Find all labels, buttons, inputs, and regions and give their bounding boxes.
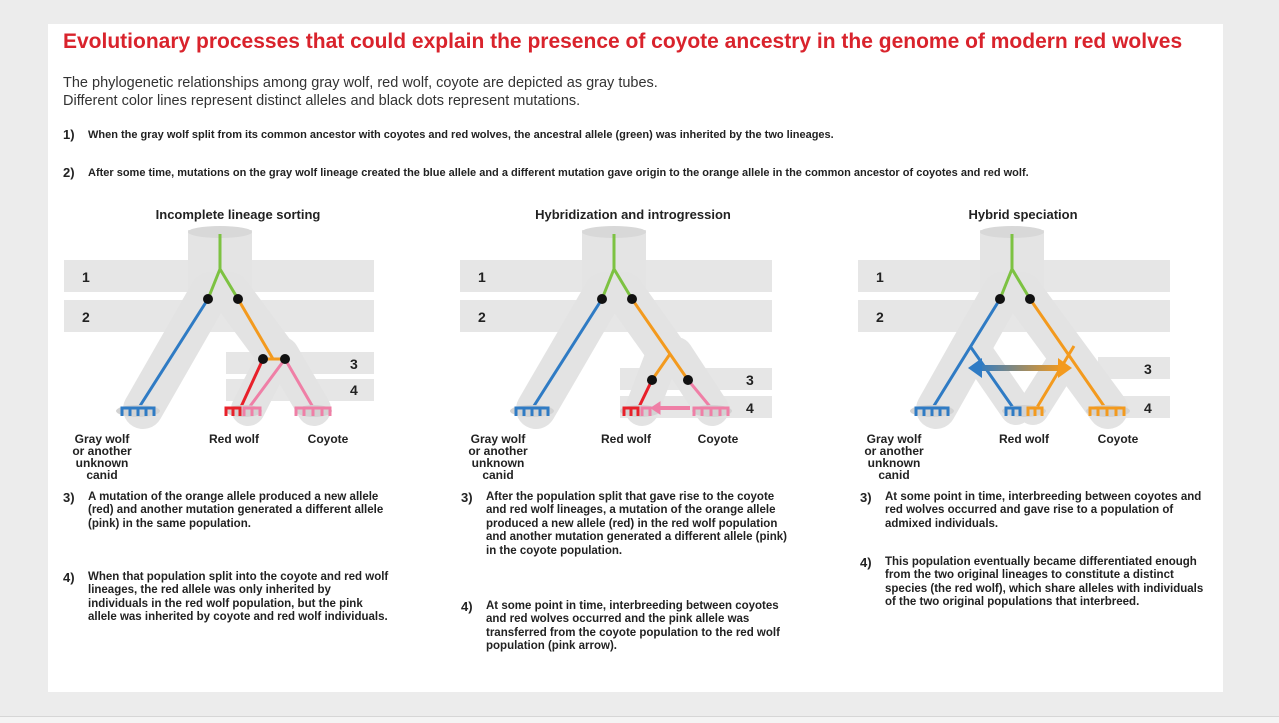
panel-2-title: Hybridization and introgression: [535, 207, 731, 222]
panel-2-note-4-text: At some point in time, interbreeding between coyotes and red wolves occurred and the pink allele was transferred from the coyote population to the red wolf population (pink arrow).: [486, 600, 780, 653]
panel-2-stage-label-4: 4: [746, 400, 754, 416]
panel-2-note-4: [461, 600, 796, 654]
panel-2-label-graywolf-4: canid: [482, 468, 514, 482]
panel-2-label-graywolf-2: or another: [468, 444, 528, 458]
panel-3-tips: [910, 405, 1130, 417]
panel-3-note-4-text: This population eventually became differentiated enough from the two original lineages to constitute a distinct species (the red wolf), which share alleles with individuals of the two original populations that interbreed.: [885, 556, 1204, 609]
panel-1-note-3-number: 3): [63, 490, 75, 505]
panel-3-label-coyote: Coyote: [1097, 432, 1139, 446]
panel-1-stage-label-2: 2: [82, 309, 90, 325]
panel-1-stage-label-4: 4: [350, 382, 358, 398]
panel-3-hybrid-tube-left: [978, 354, 1016, 409]
panel-3-note-4: [860, 556, 1205, 610]
panel-1-label-graywolf-2: or another: [72, 444, 132, 458]
panel-3-mutation-blue: [995, 294, 1005, 304]
panel-3-label-graywolf-4: canid: [878, 468, 910, 482]
panel-1-label-graywolf-1: Gray wolf: [74, 432, 130, 446]
panel-2-note-3-number: 3): [461, 490, 473, 505]
figure-card: [48, 24, 1223, 692]
panel-3-stage-label-4: 4: [1144, 400, 1152, 416]
panel-1-stage-label-1: 1: [82, 269, 90, 285]
step-2-text: After some time, mutations on the gray wolf lineage created the blue allele and a different mutation gave origin to the orange allele in the common ancestor of coyotes and red wolf.: [88, 167, 1029, 179]
panel-2-note-3: [461, 491, 796, 558]
panel-2-stage-label-1: 1: [478, 269, 486, 285]
panel-2-label-graywolf-3: unknown: [471, 456, 525, 470]
panel-1-title: Incomplete lineage sorting: [155, 207, 321, 222]
panel-2-label-graywolf-1: Gray wolf: [470, 432, 526, 446]
panel-3-band-3: [1098, 357, 1170, 379]
panel-1-label-coyote: Coyote: [307, 432, 349, 446]
panel-1-note-3-text: A mutation of the orange allele produced a new allele (red) and another mutation generated a different allele (pink) in the same population.: [88, 491, 384, 530]
panel-3-note-3-text: At some point in time, interbreeding between coyotes and red wolves occurred and gave rise to a population of admixed individuals.: [885, 491, 1202, 530]
panel-1-note-4: [63, 571, 393, 625]
panel-3-note-3: [860, 491, 1205, 531]
panel-2-label-coyote: Coyote: [697, 432, 739, 446]
step-2-number: 2): [63, 165, 75, 180]
panel-1-label-redwolf: Red wolf: [209, 432, 259, 446]
panel-2-note-3-text: After the population split that gave rise to the coyote and red wolf lineages, a mutation of the orange allele produced a new allele (red) in the red wolf population and another mutation generated a different allele (pink) in the coyote population.: [486, 491, 787, 557]
panel-2-note-4-number: 4): [461, 599, 473, 614]
panel-1-stage-label-3: 3: [350, 356, 358, 372]
panel-2-stage-label-3: 3: [746, 372, 754, 388]
panel-3-label-graywolf-2: or another: [864, 444, 924, 458]
panel-3-label-graywolf-1: Gray wolf: [866, 432, 922, 446]
figure-title: Evolutionary processes that could explain the presence of coyote ancestry in the genome of modern red wolves: [63, 30, 1183, 53]
panel-3-title: Hybrid speciation: [968, 207, 1078, 222]
subtitle-line-1: The phylogenetic relationships among gray wolf, red wolf, coyote are depicted as gray tubes.: [63, 75, 658, 91]
panel-3-stage-label-1: 1: [876, 269, 884, 285]
panel-3-note-3-number: 3): [860, 490, 872, 505]
panel-3-label-graywolf-3: unknown: [867, 456, 921, 470]
step-1-number: 1): [63, 127, 75, 142]
panel-1-note-3: [63, 491, 393, 531]
panel-2-stage-label-2: 2: [478, 309, 486, 325]
panel-3-note-4-number: 4): [860, 555, 872, 570]
panel-1-note-4-number: 4): [63, 570, 75, 585]
panel-1-note-4-text: When that population split into the coyote and red wolf lineages, the red allele was only inherited by individuals in the red wolf population, but the pink allele was inherited by coyote and red wolf individuals.: [88, 571, 389, 624]
step-1-text: When the gray wolf split from its common ancestor with coyotes and red wolves, the ancestral allele (green) was inherited by the two lineages.: [88, 129, 834, 141]
panel-1-label-graywolf-4: canid: [86, 468, 118, 482]
panel-3-stage-label-2: 2: [876, 309, 884, 325]
panel-3-mutation-orange: [1025, 294, 1035, 304]
panel-3-arrow-shaft: [978, 365, 1062, 371]
panel-3-label-redwolf: Red wolf: [999, 432, 1049, 446]
panel-3-stage-label-3: 3: [1144, 361, 1152, 377]
panel-2-label-redwolf: Red wolf: [601, 432, 651, 446]
subtitle-line-2: Different color lines represent distinct alleles and black dots represent mutations.: [63, 93, 581, 109]
panel-1-label-graywolf-3: unknown: [75, 456, 129, 470]
